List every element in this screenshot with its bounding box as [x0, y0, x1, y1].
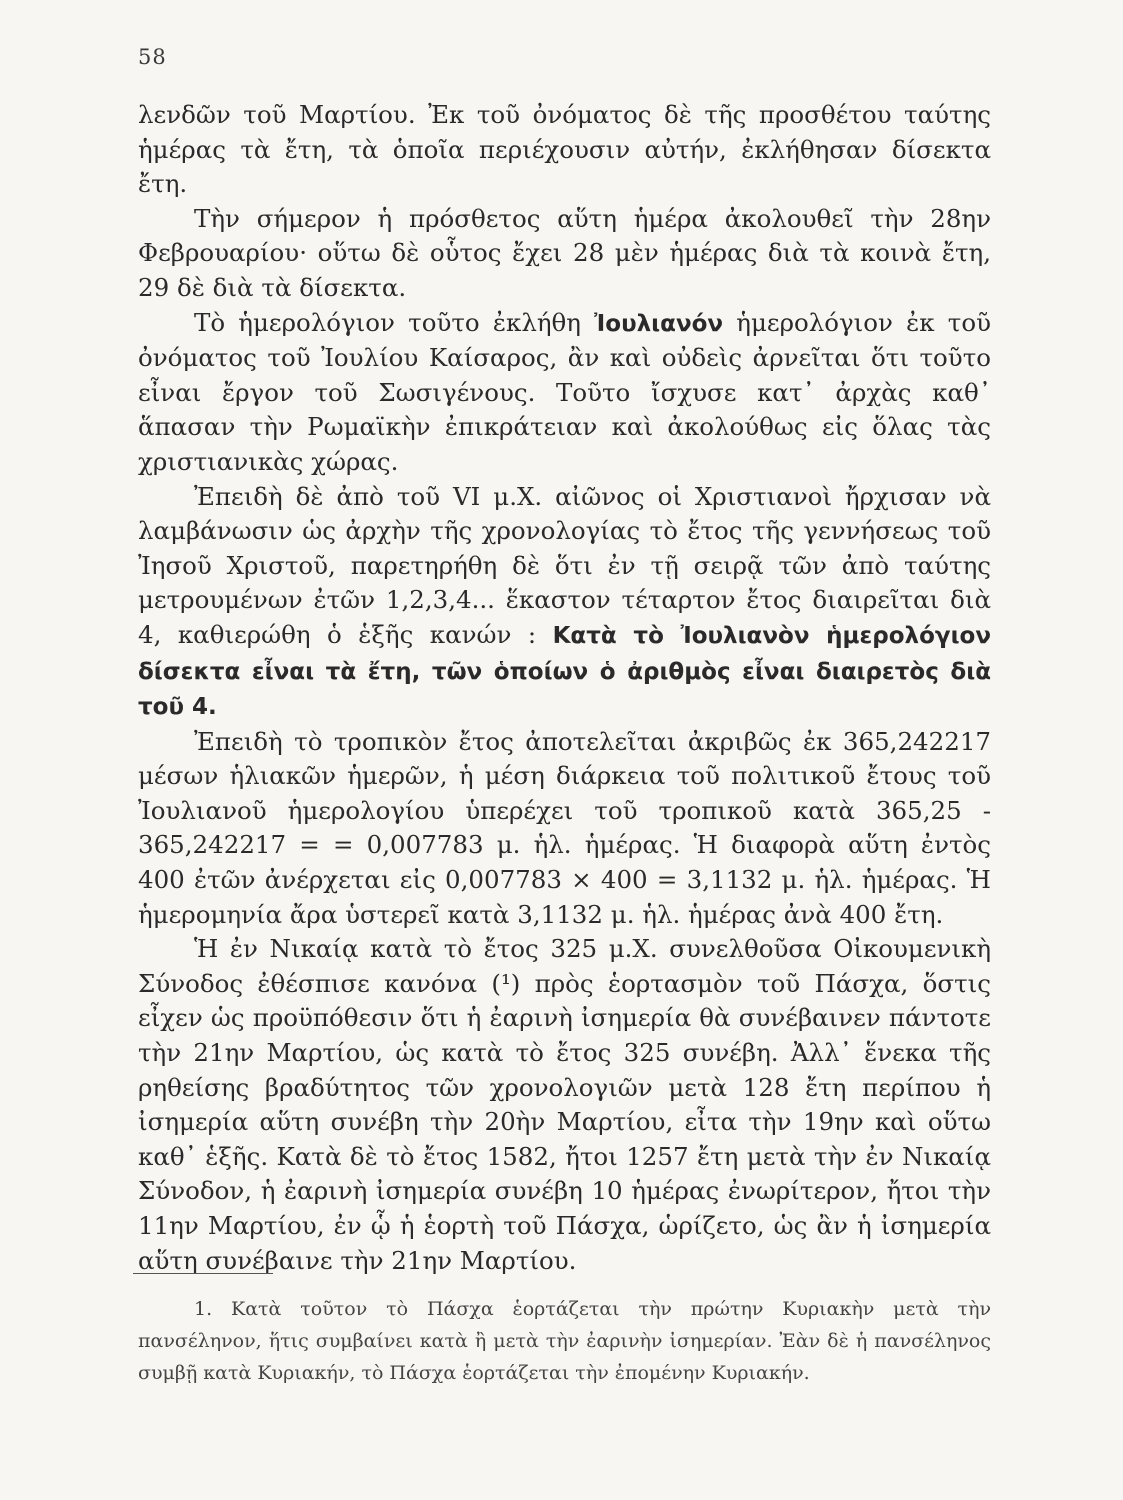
- paragraph-6-text: Ἡ ἐν Νικαίᾳ κατὰ τὸ ἔτος 325 μ.Χ. συνελθοῦσα Οἰκουμενικὴ Σύνοδος ἐθέσπισε κανόνα (¹) πρὸς ἑορτασμὸν τοῦ Πάσχα, ὅστις εἶχεν ὡς προϋπόθεσιν ὅτι ἡ ἐαρινὴ ἰσημερία θὰ συνέβαινεν πάντοτε τὴν 21ην Μαρτίου, ὡς κατὰ τὸ ἔτος 325 συνέβη. Ἀλλ᾽ ἕνεκα τῆς ρηθείσης βραδύτητος τῶν χρονολογιῶν μετὰ 128 ἔτη περίπου ἡ ἰσημερία αὕτη συνέβη τὴν 20ὴν Μαρτίου, εἶτα τὴν 19ην καὶ οὕτω καθ᾽ ἑξῆς. Κατὰ δὲ τὸ ἔτος 1582, ἤτοι 1257 ἔτη μετὰ τὴν ἐν Νικαίᾳ Σύνοδον, ἡ ἐαρινὴ ἰσημερία συνέβη 10 ἡμέρας ἐνωρίτερον, ἤτοι τὴν 11ην Μαρτίου, ἐν ᾧ ἡ ἑορτὴ τοῦ Πάσχα, ὡρίζετο, ὡς ἂν ἡ ἰσημερία αὕτη συνέβαινε τὴν 21ην Μαρτίου.: [138, 934, 991, 1275]
- paragraph-5: [138, 725, 991, 933]
- paragraph-1: [138, 98, 991, 202]
- paragraph-4: [138, 480, 991, 725]
- body-text: [138, 98, 991, 1278]
- paragraph-3-pre: Τὸ ἡμερολόγιον τοῦτο ἐκλήθη: [194, 307, 595, 337]
- paragraph-2-text: Τὴν σήμερον ἡ πρόσθετος αὕτη ἡμέρα ἀκολουθεῖ τὴν 28ην Φεβρουαρίου· οὕτω δὲ οὗτος ἔχει 28 μὲν ἡμέρας διὰ τὰ κοινὰ ἔτη, 29 δὲ διὰ τὰ δίσεκτα.: [138, 203, 991, 302]
- footnote-text: 1. Κατὰ τοῦτον τὸ Πάσχα ἑορτάζεται τὴν πρώτην Κυριακὴν μετὰ τὴν πανσέληνον, ἥτις συμβαίνει κατὰ ἢ μετὰ τὴν ἐαρινὴν ἰσημερίαν. Ἐὰν δὲ ἡ πανσέληνος συμβῇ κατὰ Κυριακήν, τὸ Πάσχα ἑορτάζεται τὴν ἐπομένην Κυριακήν.: [138, 1298, 991, 1384]
- paragraph-4-pre: Ἐπειδὴ δὲ ἀπὸ τοῦ VI μ.Χ. αἰῶνος οἱ Χριστιανοὶ ἤρχισαν νὰ λαμβάνωσιν ὡς ἀρχὴν τῆς χρονολογίας τὸ ἔτος τῆς γεννήσεως τοῦ Ἰησοῦ Χριστοῦ, παρετηρήθη δὲ ὅτι ἐν τῇ σειρᾷ τῶν ἀπὸ ταύτης μετρουμένων ἐτῶν 1,2,3,4... ἕκαστον τέταρτον ἔτος διαιρεῖται διὰ 4, καθιερώθη ὁ ἑξῆς κανών :: [138, 481, 991, 649]
- page-number: 58: [138, 45, 167, 69]
- julian-rule: Κατὰ τὸ Ἰουλιανὸν ἡμερολόγιον δίσεκτα εἶναι τὰ ἔτη, τῶν ὁποίων ὁ ἀριθμὸς εἶναι διαιρετὸς διὰ τοῦ 4.: [138, 622, 991, 721]
- paragraph-3-post: ἡμερολόγιον ἐκ τοῦ ὀνόματος τοῦ Ἰουλίου Καίσαρος, ἂν καὶ οὐδεὶς ἀρνεῖται ὅτι τοῦτο εἶναι ἔργον τοῦ Σωσιγένους. Τοῦτο ἴσχυσε κατ᾽ ἀρχὰς καθ᾽ ἅπασαν τὴν Ρωμαϊκὴν ἐπικράτειαν καὶ ἀκολούθως εἰς ὅλας τὰς χριστιανικὰς χώρας.: [138, 307, 991, 476]
- julian-term: Ἰουλιανόν: [594, 310, 724, 337]
- footnote-divider: [133, 1273, 273, 1274]
- paragraph-6: [138, 932, 991, 1278]
- paragraph-5-text: Ἐπειδὴ τὸ τροπικὸν ἔτος ἀποτελεῖται ἀκριβῶς ἐκ 365,242217 μέσων ἡλιακῶν ἡμερῶν, ἡ μέση διάρκεια τοῦ πολιτικοῦ ἔτους τοῦ Ἰουλιανοῦ ἡμερολογίου ὑπερέχει τοῦ τροπικοῦ κατὰ 365,25 - 365,242217 = = 0,007783 μ. ἡλ. ἡμέρας. Ἡ διαφορὰ αὕτη ἐντὸς 400 ἐτῶν ἀνέρχεται εἰς 0,007783 × 400 = 3,1132 μ. ἡλ. ἡμέρας. Ἡ ἡμερομηνία ἄρα ὑστερεῖ κατὰ 3,1132 μ. ἡλ. ἡμέρας ἀνὰ 400 ἔτη.: [138, 726, 991, 929]
- paragraph-3: [138, 306, 991, 480]
- paragraph-2: [138, 202, 991, 306]
- footnote: [138, 1293, 991, 1389]
- paragraph-1-text: λενδῶν τοῦ Μαρτίου. Ἐκ τοῦ ὀνόματος δὲ τῆς προσθέτου ταύτης ἡμέρας τὰ ἔτη, τὰ ὁποῖα περιέχουσιν αὐτήν, ἐκλήθησαν δίσεκτα ἔτη.: [138, 100, 991, 199]
